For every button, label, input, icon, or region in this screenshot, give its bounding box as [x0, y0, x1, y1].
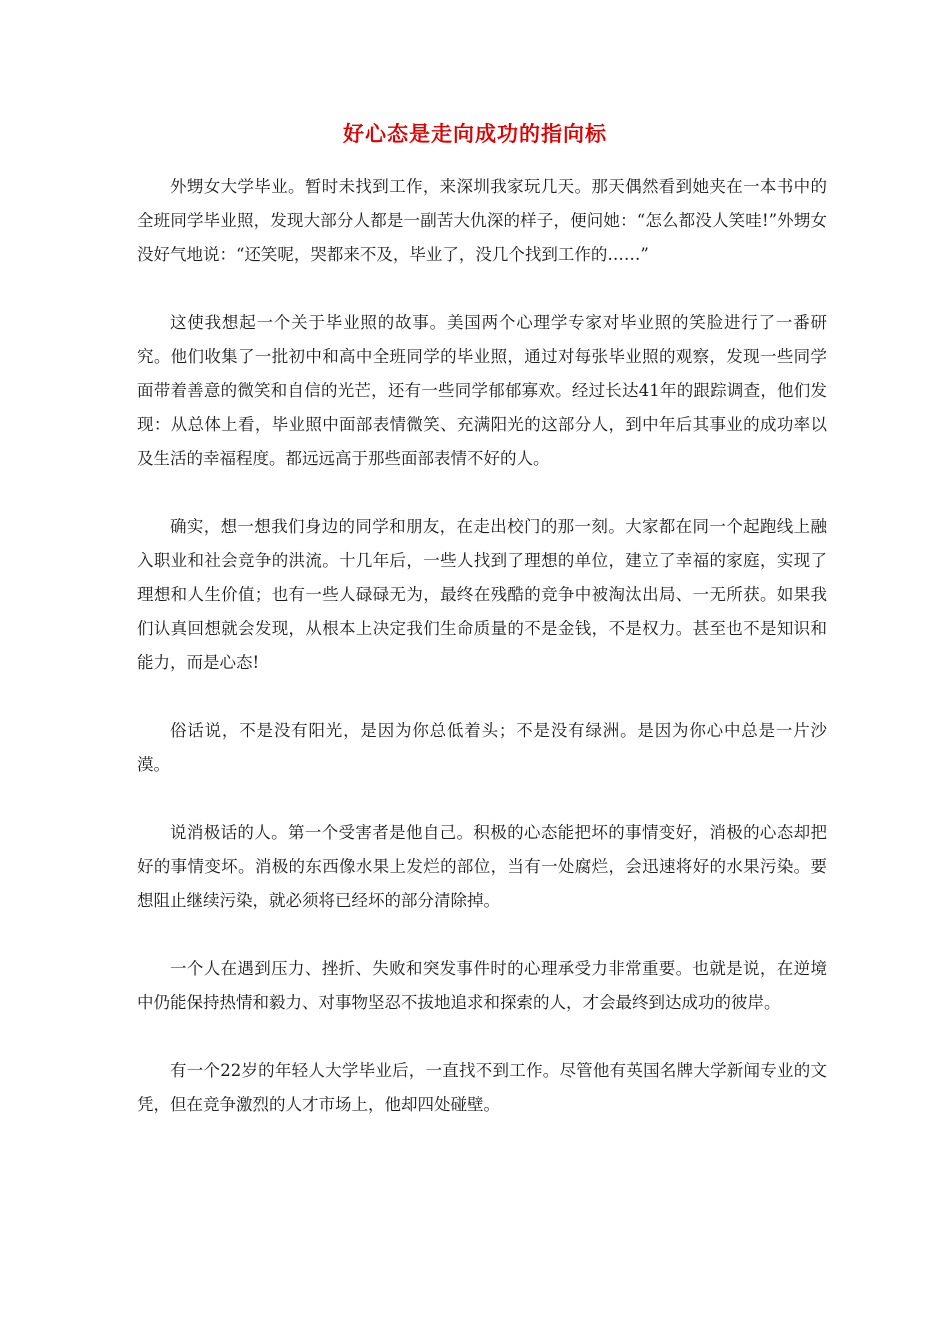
document-body — [137, 170, 827, 1156]
paragraph: 这使我想起一个关于毕业照的故事。美国两个心理学专家对毕业照的笑脸进行了一番研究。他们收集了一批初中和高中全班同学的毕业照，通过对每张毕业照的观察，发现一些同学面带着善意的微笑和自信的光芒，还有一些同学郁郁寡欢。经过长达41年的跟踪调查，他们发现：从总体上看，毕业照中面部表情微笑、充满阳光的这部分人，到中年后其事业的成功率以及生活的幸福程度。都远远高于那些面部表情不好的人。 — [137, 313, 827, 468]
paragraph: 说消极话的人。第一个受害者是他自己。积极的心态能把坏的事情变好，消极的心态却把好的事情变坏。消极的东西像水果上发烂的部位，当有一处腐烂，会迅速将好的水果污染。要想阻止继续污染，就必须将已经坏的部分清除掉。 — [137, 823, 827, 910]
paragraph: 外甥女大学毕业。暂时未找到工作，来深圳我家玩几天。那天偶然看到她夹在一本书中的全班同学毕业照，发现大部分人都是一副苦大仇深的样子，便问她：“怎么都没人笑哇!”外甥女没好气地说：“还笑呢，哭都来不及，毕业了，没几个找到工作的……” — [137, 177, 827, 264]
paragraph: 确实，想一想我们身边的同学和朋友，在走出校门的那一刻。大家都在同一个起跑线上融入职业和社会竞争的洪流。十几年后，一些人找到了理想的单位，建立了幸福的家庭，实现了理想和人生价值；也有一些人碌碌无为，最终在残酷的竞争中被淘汰出局、一无所获。如果我们认真回想就会发现，从根本上决定我们生命质量的不是金钱，不是权力。甚至也不是知识和能力，而是心态! — [137, 517, 827, 672]
paragraph: 俗话说，不是没有阳光，是因为你总低着头；不是没有绿洲。是因为你心中总是一片沙漠。 — [137, 721, 827, 774]
paragraph: 一个人在遇到压力、挫折、失败和突发事件时的心理承受力非常重要。也就是说，在逆境中仍能保持热情和毅力、对事物坚忍不拔地追求和探索的人，才会最终到达成功的彼岸。 — [137, 959, 827, 1012]
document-title: 好心态是走向成功的指向标 — [343, 121, 607, 146]
paragraph: 有一个22岁的年轻人大学毕业后，一直找不到工作。尽管他有英国名牌大学新闻专业的文凭，但在竞争激烈的人才市场上，他却四处碰壁。 — [137, 1061, 827, 1114]
